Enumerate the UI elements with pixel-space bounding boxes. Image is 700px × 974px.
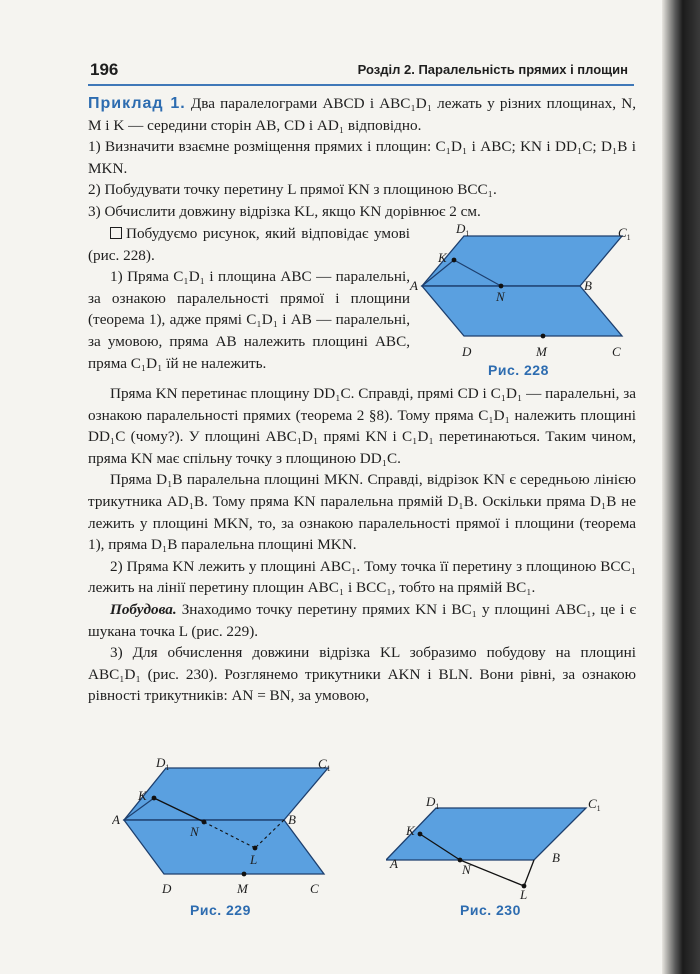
example-intro: Два паралелограми ABCD і ABC₁D₁ лежать у різних площинах, N, M і K — середини сторін AB, CD і AD₁ відповідно. — [88, 95, 637, 134]
example-label: Приклад 1. — [88, 95, 186, 112]
figure-230 — [386, 790, 626, 900]
task-1: 1) Визначити взаємне розміщення прямих і площин: C₁D₁ і ABC; KN і DD₁C; D₁B і MKN. — [88, 138, 636, 177]
svg-text:M: M — [536, 344, 547, 359]
svg-text:D1: $D_1$ — [156, 756, 170, 772]
svg-text:N: N — [496, 289, 505, 304]
svg-text:M: M — [237, 881, 248, 896]
point-m — [242, 872, 247, 877]
svg-text:K: K — [438, 250, 447, 265]
solution-p2: 1) Пряма C₁D₁ і площина ABC — паралельні, за ознакою паралельності прямої і площини (теорема 1), адже прямі C₁D₁ і AB — паралельні, за умовою, пряма AB належить площині ABC, пряма C₁D₁ їй не належить. — [88, 268, 410, 372]
example-block — [88, 93, 636, 223]
section-title: Розділ 2. Паралельність прямих і площин — [357, 62, 628, 77]
figure-228 — [408, 222, 644, 382]
solution-p3: Пряма KN перетинає площину DD₁C. Справді, прямі CD і C₁D₁ — паралельні, за ознакою паралельності прямих (теорема 2 §8). Тому пряма C₁D₁ належить площині DD₁C (чому?). У площині ABC₁D₁ прямі KN і C₁D₁ перетинаються. Таким чином, пряма KN має спільну точку з площиною DD₁C. — [88, 385, 636, 467]
book-spine-shadow — [662, 0, 700, 974]
svg-text:A: A — [112, 812, 120, 827]
svg-text:D: D — [462, 344, 472, 359]
task-3: 3) Обчислити довжину відрізка KL, якщо KN дорівнює 2 см. — [88, 202, 481, 220]
svg-text:K: K — [406, 823, 415, 838]
figure-229 — [112, 756, 348, 906]
svg-text:B: B — [584, 278, 592, 293]
svg-text:C1: $C_1$ — [588, 796, 601, 813]
solution-start-icon — [110, 227, 122, 239]
construction-label: Побудова. — [110, 600, 177, 618]
solution-p5: 2) Пряма KN лежить у площині ABC₁. Тому точка її перетину з площиною BCC₁ лежить на лінії перетину площин ABC₁ і BCC₁, тобто на прямій BC₁. — [88, 557, 636, 597]
task-2: 2) Побудувати точку перетину L прямої KN з площиною BCC₁. — [88, 181, 497, 199]
solution-main — [88, 383, 636, 707]
solution-p1: Побудуємо рисунок, який відповідає умові (рис. 228). — [88, 225, 410, 264]
svg-text:A: A — [390, 856, 398, 871]
solution-p6: Знаходимо точку перетину прямих KN і BC₁ у площині ABC₁, це і є шукана точка L (рис. 229). — [88, 600, 637, 640]
page-number: 196 — [90, 60, 119, 79]
plane-abc1d1 — [124, 768, 328, 820]
svg-text:C1: $C_1$ — [618, 225, 631, 242]
figure-230-caption: Рис. 230 — [460, 902, 521, 918]
svg-text:A: A — [410, 278, 418, 293]
solution-p4: Пряма D₁B паралельна площині MKN. Справді, відрізок KN є середньою лінією трикутника AD₁B. Тому пряма KN паралельна прямій D₁B. Оскільки пряма D₁B не лежить у площині MKN, то, за ознакою паралельності прямої і площини (теорема 1), пряма D₁B паралельна площині MKN. — [88, 471, 636, 554]
figure-229-caption: Рис. 229 — [190, 902, 251, 918]
point-n — [499, 284, 504, 289]
header-rule — [88, 84, 634, 86]
svg-text:D: D — [162, 881, 172, 896]
plane-abcd — [124, 820, 324, 874]
point-m — [541, 334, 546, 339]
plane-abcd — [422, 286, 622, 336]
svg-text:N: N — [462, 862, 471, 877]
point-n — [202, 820, 207, 825]
svg-text:B: B — [552, 850, 560, 865]
svg-text:C: C — [612, 344, 621, 359]
svg-text:L: L — [250, 852, 258, 867]
svg-text:L: L — [520, 887, 528, 900]
point-k — [418, 832, 423, 837]
svg-text:C: C — [310, 881, 319, 896]
solution-p7: 3) Для обчислення довжини відрізка KL зобразимо побудову на площині ABC₁D₁ (рис. 230). Розглянемо трикутники AKN і BLN. Вони рівні, за ознакою рівності трикутників: AN = BN, за умовою, — [88, 644, 636, 705]
svg-text:C1: $C_1$ — [318, 756, 331, 773]
point-l — [253, 846, 258, 851]
solution-column — [88, 223, 410, 374]
svg-text:B: B — [288, 812, 296, 827]
point-k — [152, 796, 157, 801]
svg-text:K: K — [138, 788, 147, 803]
svg-text:N: N — [190, 824, 199, 839]
svg-text:D1: $D_1$ — [456, 222, 470, 238]
svg-text:D1: $D_1$ — [426, 794, 440, 811]
segment-bl — [524, 860, 534, 886]
figure-228-caption: Рис. 228 — [488, 362, 549, 378]
point-k — [452, 258, 457, 263]
